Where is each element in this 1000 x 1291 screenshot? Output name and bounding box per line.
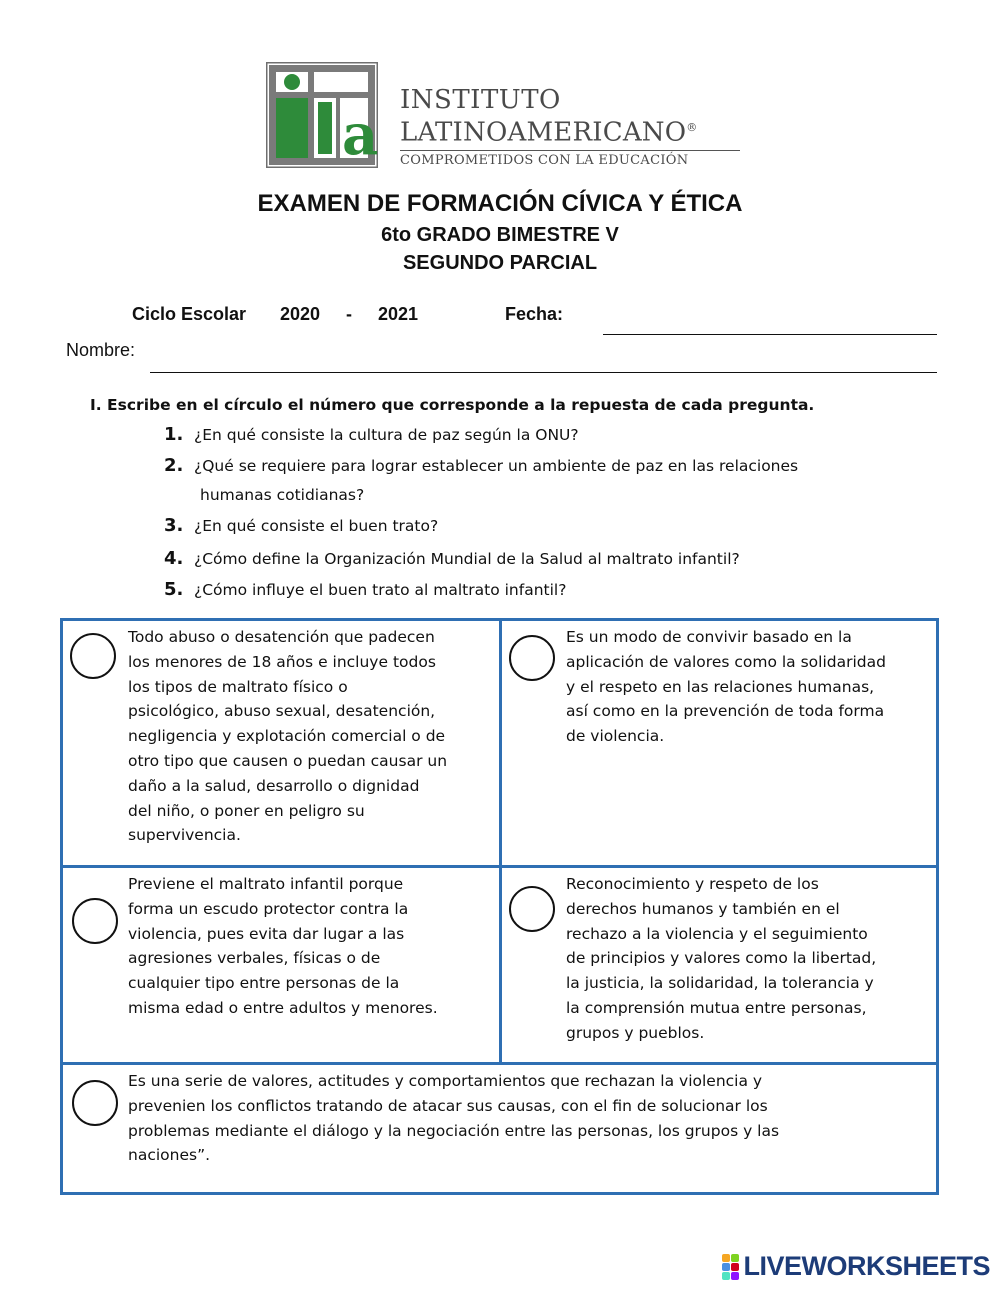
answer-line: Reconocimiento y respeto de los <box>566 875 819 893</box>
answer-circle-3[interactable] <box>72 898 118 944</box>
fecha-field[interactable] <box>603 334 937 335</box>
exam-title: EXAMEN DE FORMACIÓN CÍVICA Y ÉTICA <box>257 190 743 217</box>
question-2 <box>164 455 798 476</box>
answer-line: psicológico, abuso sexual, desatención, <box>128 702 436 721</box>
question-text: ¿Cómo define la Organización Mundial de la Salud al maltrato infantil? <box>194 550 740 568</box>
section-instruction: I. Escribe en el círculo el número que corresponde a la repuesta de cada pregunta. <box>90 396 815 414</box>
logo-line-2 <box>400 114 740 147</box>
answer-line: de principios y valores como la libertad, <box>566 949 877 968</box>
question-number: 1. <box>164 424 184 445</box>
ciclo-dash: - <box>346 304 352 324</box>
answer-line: problemas mediante el diálogo y la negociación entre las personas, los grupos y las <box>128 1121 780 1140</box>
answer-text-3 <box>128 872 438 1021</box>
answer-line: Todo abuso o desatención que padecen <box>128 628 435 646</box>
ciclo-start: 2020 <box>280 304 321 324</box>
nombre-field[interactable] <box>150 372 937 373</box>
logo-mark <box>266 62 378 168</box>
answer-cell-1 <box>60 618 502 868</box>
question-text: ¿Cómo influye el buen trato al maltrato infantil? <box>194 581 567 599</box>
question-4 <box>164 548 740 569</box>
answer-circle-4[interactable] <box>509 886 555 932</box>
logo-wordmark <box>400 86 740 168</box>
answer-cell-5 <box>60 1062 939 1195</box>
answer-line: supervivencia. <box>128 826 241 845</box>
answer-line: agresiones verbales, físicas o de <box>128 949 381 968</box>
question-2-continuation: humanas cotidianas? <box>200 486 365 504</box>
answer-line: prevenien los conflictos tratando de atacar sus causas, con el fin de solucionar los <box>128 1096 768 1115</box>
question-5 <box>164 579 566 600</box>
answer-line: rechazo a la violencia y el seguimiento <box>566 924 868 943</box>
answer-text-1 <box>128 625 447 848</box>
answer-line: y el respeto en las relaciones humanas, <box>566 677 875 696</box>
logo-tagline: COMPROMETIDOS CON LA EDUCACIÓN <box>400 152 689 168</box>
question-number: 4. <box>164 548 184 569</box>
exam-grade: 6to GRADO BIMESTRE V <box>381 224 619 246</box>
answer-line: forma un escudo protector contra la <box>128 899 409 918</box>
answer-circle-2[interactable] <box>509 635 555 681</box>
answer-line: Es una serie de valores, actitudes y comportamientos que rechazan la violencia y <box>128 1072 763 1090</box>
answer-circle-1[interactable] <box>70 633 116 679</box>
answer-line: cualquier tipo entre personas de la <box>128 974 400 993</box>
registered-mark: ® <box>686 121 698 134</box>
question-text: ¿En qué consiste el buen trato? <box>194 517 439 535</box>
answer-line: violencia, pues evita dar lugar a las <box>128 924 405 943</box>
ciclo-end: 2021 <box>378 304 419 324</box>
ciclo-label: Ciclo Escolar <box>132 304 247 324</box>
answer-line: grupos y pueblos. <box>566 1023 705 1042</box>
question-number: 5. <box>164 579 184 600</box>
exam-partial: SEGUNDO PARCIAL <box>402 252 598 274</box>
answer-line: negligencia y explotación comercial o de <box>128 727 446 746</box>
question-text: ¿Qué se requiere para lograr establecer un ambiente de paz en las relaciones <box>194 457 799 475</box>
question-number: 3. <box>164 515 184 536</box>
answer-cell-2 <box>499 618 939 868</box>
answer-line: daño a la salud, desarrollo o dignidad <box>128 776 420 795</box>
answer-line: los tipos de maltrato físico o <box>128 677 348 696</box>
answer-text-4 <box>566 872 876 1046</box>
answer-line: aplicación de valores como la solidaridad <box>566 652 886 671</box>
answer-cell-3 <box>60 865 502 1065</box>
answer-text-2 <box>566 625 886 749</box>
liveworksheets-icon <box>722 1254 739 1280</box>
answer-line: la justicia, la solidaridad, la tolerancia y <box>566 974 874 993</box>
answer-line: del niño, o poner en peligro su <box>128 801 365 820</box>
answer-line: misma edad o entre adultos y menores. <box>128 998 438 1017</box>
svg-text:a: a <box>342 102 378 168</box>
answer-line: así como en la prevención de toda forma <box>566 702 885 721</box>
liveworksheets-wordmark: LIVEWORKSHEETS <box>743 1251 990 1281</box>
answer-text-5 <box>128 1069 779 1168</box>
fecha-label: Fecha: <box>505 304 564 324</box>
question-number: 2. <box>164 455 184 476</box>
answer-cell-4 <box>499 865 939 1065</box>
answer-line: derechos humanos y también en el <box>566 899 840 918</box>
answer-line: la comprensión mutua entre personas, <box>566 998 867 1017</box>
answer-line: de violencia. <box>566 727 665 746</box>
question-1 <box>164 424 579 445</box>
nombre-label: Nombre: <box>66 340 136 360</box>
question-3 <box>164 515 438 536</box>
answer-circle-5[interactable] <box>72 1080 118 1126</box>
answer-line: naciones”. <box>128 1146 211 1165</box>
logo-line-1: INSTITUTO <box>400 85 561 115</box>
answer-line: Es un modo de convivir basado en la <box>566 628 852 646</box>
answer-line: Previene el maltrato infantil porque <box>128 875 404 893</box>
question-text: ¿En qué consiste la cultura de paz según la ONU? <box>194 426 579 444</box>
liveworksheets-logo[interactable] <box>722 1251 990 1282</box>
answer-line: otro tipo que causen o puedan causar un <box>128 751 448 770</box>
logo-line-2-text: LATINOAMERICANO <box>400 117 687 148</box>
logo-divider <box>400 150 740 151</box>
answer-line: los menores de 18 años e incluye todos <box>128 652 436 671</box>
